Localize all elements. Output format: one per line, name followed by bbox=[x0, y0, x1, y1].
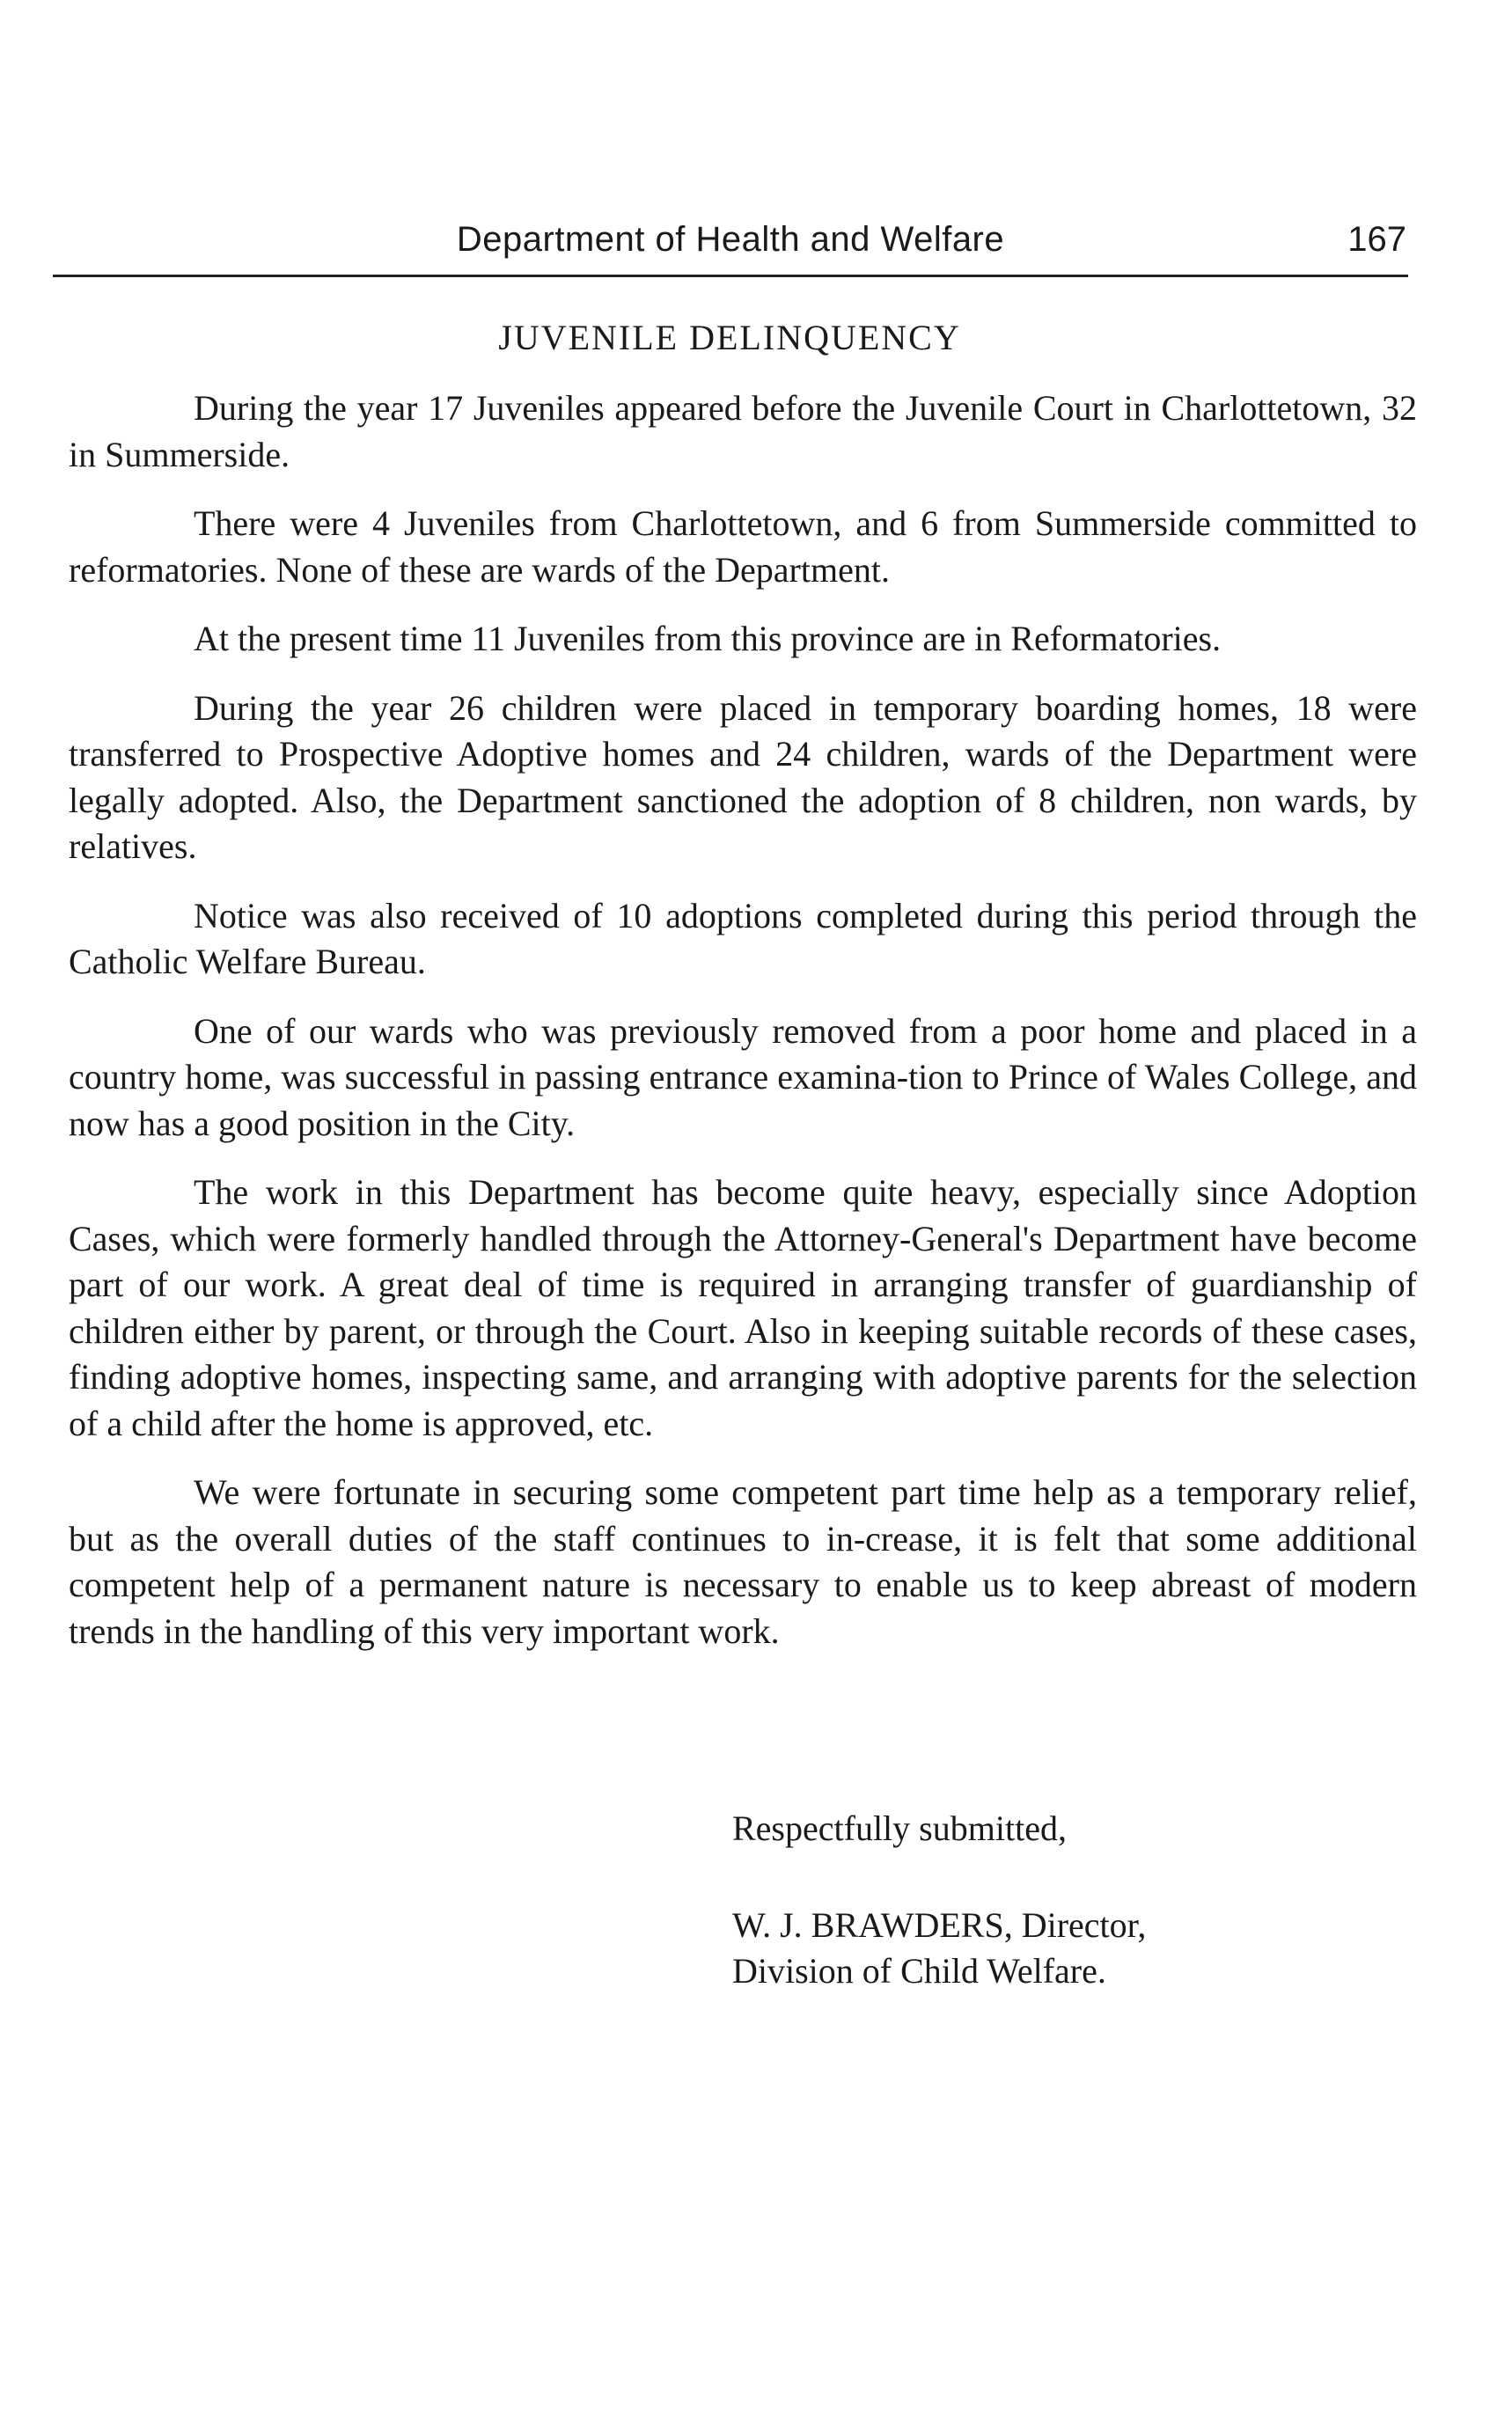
page-number: 167 bbox=[1347, 220, 1406, 259]
paragraph-catholic-welfare: Notice was also received of 10 adoptions completed during this period through the Catholic Welfare Bureau. bbox=[69, 895, 1417, 981]
paragraph-staffing: We were fortunate in securing some competent part time help as a temporary relief, but as the overall duties of the staff continues to in-crease, it is felt that some additional competent help of a permanent nature is necessary to enable us to keep abreast of modern trends in the handling of this very important work. bbox=[69, 1472, 1417, 1651]
paragraph-juvenile-court: During the year 17 Juveniles appeared before the Juvenile Court in Charlottetown, 32 in Summerside. bbox=[69, 388, 1417, 474]
paragraph-boarding-adoptions: During the year 26 children were placed in temporary boarding homes, 18 were transferred to Prospective Adoptive homes and 24 children, wards of the Department were legally adopted. Also, the Department sanctioned the adoption of 8 children, non wards, by relatives. bbox=[69, 687, 1417, 866]
paragraph-reformatories-present: At the present time 11 Juveniles from this province are in Reformatories. bbox=[194, 619, 1222, 658]
section-heading: JUVENILE DELINQUENCY bbox=[498, 318, 961, 357]
body-text bbox=[69, 385, 1417, 1677]
running-header bbox=[53, 220, 1408, 277]
signature-block bbox=[732, 1806, 1146, 1994]
closing-line: Respectfully submitted, bbox=[732, 1808, 1067, 1848]
signatory-name: W. J. BRAWDERS, Director, bbox=[732, 1905, 1147, 1945]
paragraph-workload: The work in this Department has become quite heavy, especially since Adoption Cases, which were formerly handled through the Attorney-General's Department have become part of our work. A great deal of time is required in arranging transfer of guardianship of children either by parent, or through the Court. Also in keeping suitable records of these cases, finding adoptive homes, inspecting same, and arranging with adoptive parents for the selection of a child after the home is approved, etc. bbox=[69, 1172, 1417, 1443]
paragraph-ward-success: One of our wards who was previously removed from a poor home and placed in a country home, was successful in passing entrance examina-tion to Prince of Wales College, and now has a good position in the City. bbox=[69, 1010, 1417, 1143]
header-title: Department of Health and Welfare bbox=[456, 220, 1005, 259]
paragraph-reformatories-committed: There were 4 Juveniles from Charlottetown, and 6 from Summerside committed to reformatories. None of these are wards of the Department. bbox=[69, 503, 1417, 590]
signatory-division: Division of Child Welfare. bbox=[732, 1951, 1106, 1991]
